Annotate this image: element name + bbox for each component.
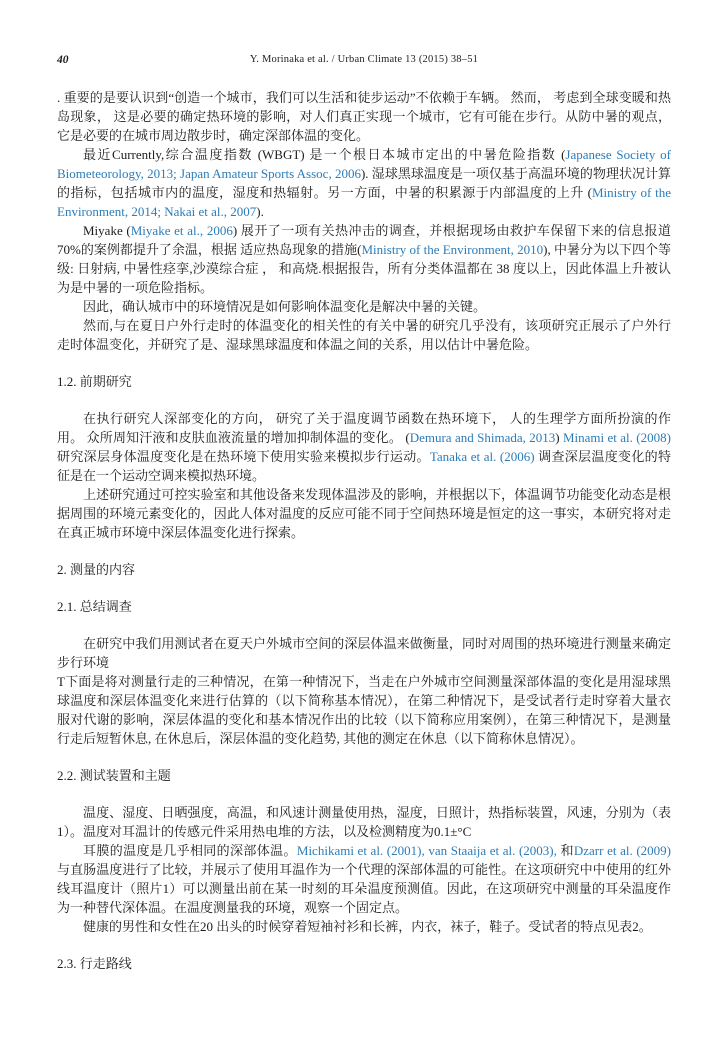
section-heading: 2.3. 行走路线	[57, 956, 132, 971]
text-run: )	[555, 430, 563, 445]
paragraph	[57, 917, 671, 936]
paragraph	[57, 672, 671, 748]
text-run: 然而,与在夏日户外行走时的体温变化的相关性的有关中暑的研究几乎没有，该项研究正展示了户外行走时体温变化，并研究了是、湿球黑球温度和体温之间的关系，用以估计中暑危险。	[57, 318, 671, 352]
text-run: 最近Currently,综合温度指数 (WBGT) 是一个根日本城市定出的中暑危险指数 (	[83, 147, 566, 162]
citation-link[interactable]: Miyake et al., 2006	[130, 223, 233, 238]
text-run: . 重要的是要认识到“创造一个城市，我们可以生活和徒步运动”不依赖于车辆。 然而， 考虑到全球变暖和热岛现象， 这是必要的确定热环境的影响，对人们真正实现一个城市，它有可能在步行。从防中暑的观点，它是必要的在城市周边散步时，确定深部体温的变化。	[57, 90, 671, 143]
paragraph	[57, 803, 671, 841]
paragraph	[57, 88, 671, 145]
citation-link[interactable]: Michikami et al. (2001), van Staaija et al. (2003),	[296, 843, 557, 858]
page-header	[57, 54, 671, 70]
paragraph	[57, 297, 671, 316]
text-run: 在研究中我们用测试者在夏天户外城市空间的深层体温来做衡量，同时对周围的热环境进行测量来确定步行环境	[57, 636, 671, 670]
paragraph	[57, 221, 671, 297]
text-run: ) 展开了一项有关热冲击的调查，并根据现场由救护车保留下来的信息报道70%的案例都提升了余温，根据 适应热岛现象的措施(	[57, 223, 671, 257]
section-heading: 2.2. 测试装置和主题	[57, 768, 171, 783]
running-head: Y. Morinaka et al. / Urban Climate 13 (2015) 38–51	[249, 54, 479, 65]
text-run: Miyake (	[83, 223, 131, 238]
text-run: 上述研究通过可控实验室和其他设备来发现体温涉及的影响，并根据以下，体温调节功能变化动态是根据周围的环境元素变化的，因此人体对温度的反应可能不同于空间热环境是恒定的这一事实，本研究将对走在真正城市环境中深层体温变化进行探索。	[57, 487, 671, 540]
paragraph	[57, 409, 671, 485]
citation-link[interactable]: Ministry of the Environment, 2014; Nakai et al., 2007	[57, 185, 671, 219]
text-run: 和	[556, 843, 574, 858]
citation-link[interactable]: Demura and Shimada, 2013	[409, 430, 556, 445]
section-heading: 2. 测量的内容	[57, 562, 136, 577]
section-heading: 1.2. 前期研究	[57, 374, 132, 389]
text-run: 调查深层温度变化的特征是在一个运动空调来模拟热环境。	[57, 449, 671, 483]
citation-link[interactable]: Tanaka et al. (2006)	[429, 449, 535, 464]
text-run: ), 中暑分为以下四个等级: 日射病, 中暑性痉挛,沙漠综合症 ， 和高烧.根据报告，所有分类体温都在 38 度以上，因此体温上升被认为是中暑的一项危险指标。	[57, 242, 671, 295]
text-run: 在执行研究人深部变化的方向， 研究了关于温度调节函数在热环境下， 人的生理学方面所扮演的作用。 众所周知汗液和皮肤血液流量的增加抑制体温的变化。 (	[57, 411, 671, 445]
text-run: 与直肠温度进行了比较，并展示了使用耳温作为一个代理的深部体温的可能性。在这项研究中中使用的红外线耳温度计（照片1）可以测量出前在某一时刻的耳朵温度预测值。因此，在这项研究中测量的耳朵温度作为一种替代深体温。在温度测量我的环境，观察一个固定点。	[57, 862, 671, 915]
paragraph	[57, 485, 671, 542]
text-run: 耳膜的温度是几乎相同的深部体温。	[83, 843, 297, 858]
paragraph	[57, 316, 671, 354]
text-run: 健康的男性和女性在20 出头的时候穿着短袖衬衫和长裤，内衣，袜子，鞋子。受试者的特点见表2。	[83, 919, 652, 934]
text-run: ). 湿球黑球温度是一项仅基于高温环境的物理状况计算的指标，包括城市内的温度，湿度和热辐射。另一方面，中暑的积累源于内部温度的上升 (	[57, 166, 671, 200]
text-run: 温度、湿度、日晒强度，高温，和风速计测量使用热，湿度，日照计，热指标装置，风速，分别为（表1）。温度对耳温计的传感元件采用热电堆的方法，以及检测精度为0.1±°C	[57, 805, 671, 839]
paragraph	[57, 841, 671, 917]
paragraph	[57, 634, 671, 672]
section-heading: 2.1. 总结调查	[57, 599, 132, 614]
article-body	[57, 88, 671, 991]
text-run: 因此，确认城市中的环境情况是如何影响体温变化是解决中暑的关键。	[83, 299, 487, 314]
text-run: ).	[256, 204, 264, 219]
text-run: T下面是将对测量行走的三种情况，在第一种情况下，当走在户外城市空间测量深部体温的变化是用湿球黑球温度和深层体温变化来进行估算的（以下简称基本情况），在第二种情况下，是受试者行走时穿着大量衣服对代谢的影响，深层体温的变化和基本情况作出的比较（以下简称应用案例），在第三种情况下，是测量行走后短暂休息, 在休息后，深层体温的变化趋势, 其他的测定在休息（以下简称休息情况）。	[57, 674, 671, 746]
citation-link[interactable]: Minami et al. (2008)	[562, 430, 671, 445]
paragraph	[57, 145, 671, 221]
citation-link[interactable]: Ministry of the Environment, 2010	[361, 242, 544, 257]
page-number: 40	[57, 54, 69, 66]
citation-link[interactable]: Dzarr et al. (2009)	[573, 843, 671, 858]
citation-link[interactable]: Japanese Society of Biometeorology, 2013; Japan Amateur Sports Assoc, 2006	[57, 147, 671, 181]
text-run: 研究深层身体温度变化是在热环境下使用实验来模拟步行运动。	[57, 449, 430, 464]
